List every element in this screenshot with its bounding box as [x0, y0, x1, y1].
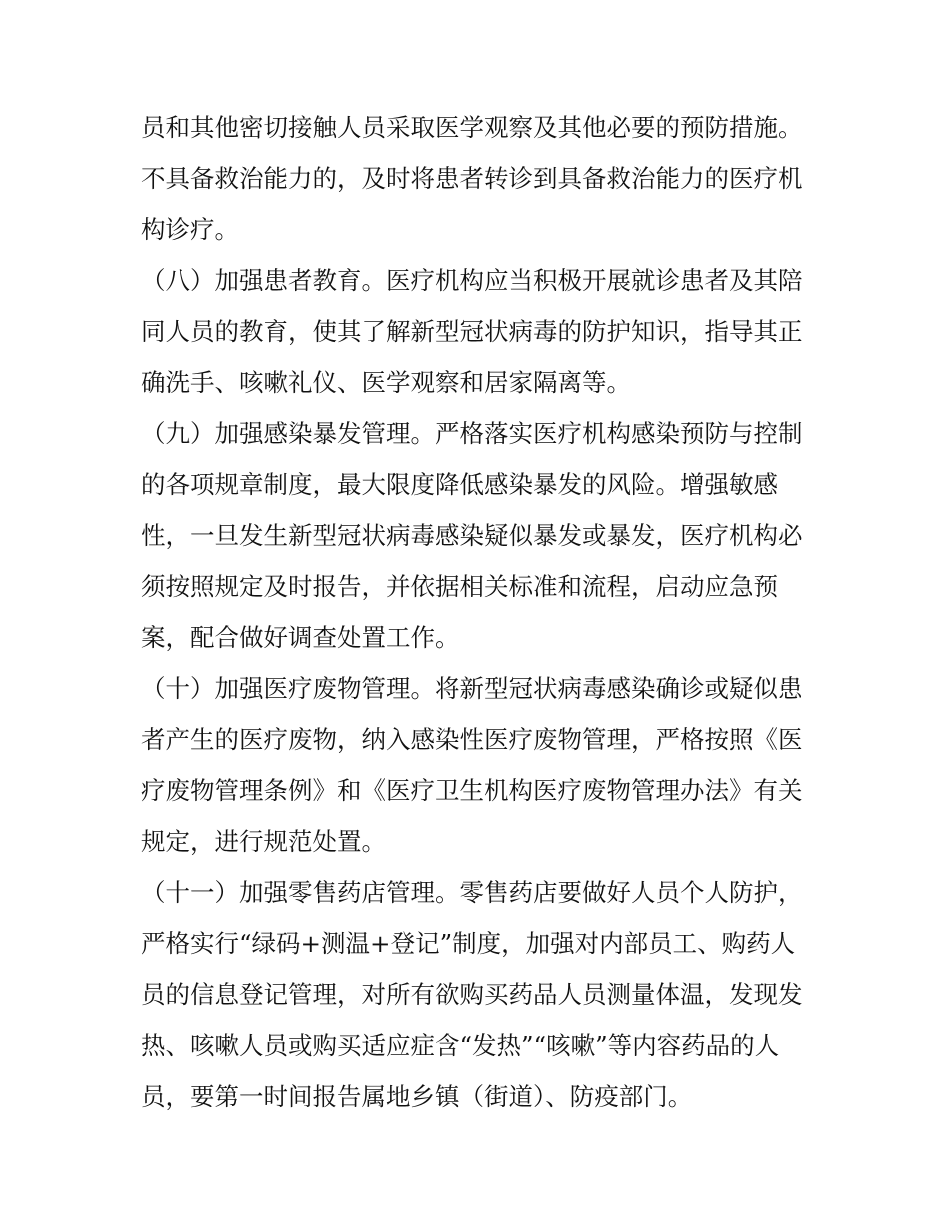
text-line: 性，一旦发生新型冠状病毒感染疑似暴发或暴发，医疗机构必 [141, 521, 803, 550]
text-line: 同人员的教育，使其了解新型冠状病毒的防护知识，指导其正 [141, 317, 803, 346]
text-line: 案，配合做好调查处置工作。 [141, 623, 460, 652]
text-line: 不具备救治能力的，及时将患者转诊到具备救治能力的医疗机 [141, 164, 803, 193]
text-line: 员和其他密切接触人员采取医学观察及其他必要的预防措施。 [141, 113, 803, 142]
text-line: 确洗手、咳嗽礼仪、医学观察和居家隔离等。 [141, 368, 631, 397]
text-line: 严格实行“绿码+测温+登记”制度，加强对内部员工、购药人 [141, 929, 796, 958]
text-line: 规定，进行规范处置。 [141, 827, 386, 856]
text-line: 者产生的医疗废物，纳入感染性医疗废物管理，严格按照《医 [141, 725, 803, 754]
text-line: 员，要第一时间报告属地乡镇（街道）、防疫部门。 [141, 1082, 693, 1111]
section-9-heading-line: （九）加强感染暴发管理。严格落实医疗机构感染预防与控制 [141, 419, 803, 448]
section-8-heading-line: （八）加强患者教育。医疗机构应当积极开展就诊患者及其陪 [141, 266, 803, 295]
text-line: 须按照规定及时报告，并依据相关标准和流程，启动应急预 [141, 572, 778, 601]
text-line: 员的信息登记管理，对所有欲购买药品人员测量体温，发现发 [141, 980, 803, 1009]
text-line: 构诊疗。 [141, 215, 239, 244]
document-body [141, 102, 821, 1122]
text-line: 疗废物管理条例》和《医疗卫生机构医疗废物管理办法》有关 [141, 776, 803, 805]
section-11-heading-line: （十一）加强零售药店管理。零售药店要做好人员个人防护， [141, 878, 803, 907]
section-10-heading-line: （十）加强医疗废物管理。将新型冠状病毒感染确诊或疑似患 [141, 674, 803, 703]
text-line: 的各项规章制度，最大限度降低感染暴发的风险。增强敏感 [141, 470, 778, 499]
text-line: 热、咳嗽人员或购买适应症含“发热”“咳嗽”等内容药品的人 [141, 1031, 780, 1060]
